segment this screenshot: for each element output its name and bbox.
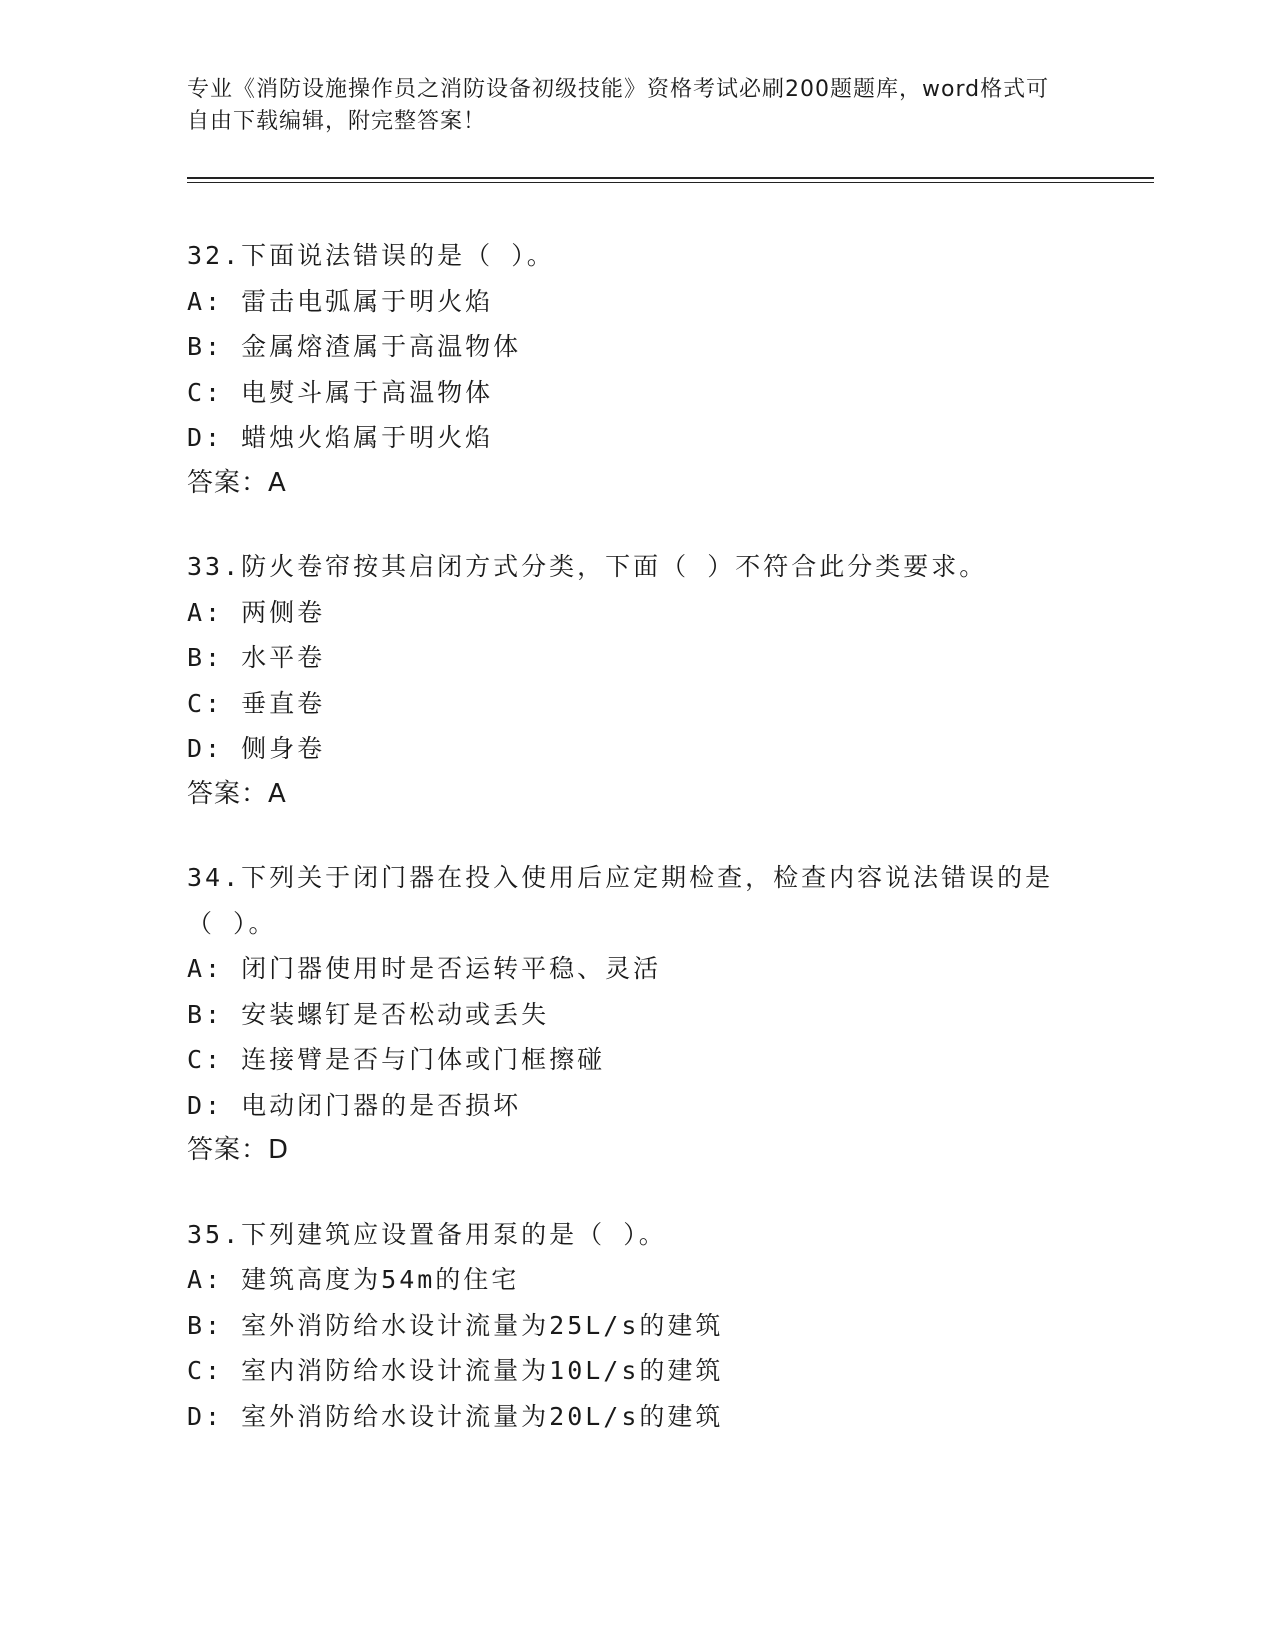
answer: 答案：D bbox=[187, 1135, 290, 1165]
option-a: A: 两侧卷 bbox=[187, 597, 326, 627]
option-d: D: 侧身卷 bbox=[187, 734, 326, 763]
question-stem: 32.下面说法错误的是（ ）。 bbox=[187, 241, 555, 270]
question-34 bbox=[187, 855, 1107, 1174]
option-c: C: 连接臂是否与门体或门框擦碰 bbox=[187, 1045, 606, 1074]
option-d: D: 蜡烛火焰属于明火焰 bbox=[187, 423, 494, 452]
option-b: B: 水平卷 bbox=[187, 643, 326, 672]
document-header: 专业《消防设施操作员之消防设备初级技能》资格考试必刷200题题库，word格式可自由下载编辑，附完整答案！ bbox=[187, 77, 1050, 134]
question-33 bbox=[187, 544, 1107, 817]
header-divider-thick bbox=[187, 177, 1154, 179]
option-a: A: 雷击电弧属于明火焰 bbox=[187, 286, 494, 316]
option-c: C: 垂直卷 bbox=[187, 688, 326, 718]
question-stem: 33.防火卷帘按其启闭方式分类，下面（ ）不符合此分类要求。 bbox=[187, 552, 988, 581]
option-d: D: 电动闭门器的是否损坏 bbox=[187, 1090, 522, 1120]
option-b: B: 室外消防给水设计流量为25L/s的建筑 bbox=[187, 1310, 724, 1340]
question-32 bbox=[187, 233, 1107, 506]
option-a: A: 建筑高度为54m的住宅 bbox=[187, 1265, 520, 1294]
option-d: D: 室外消防给水设计流量为20L/s的建筑 bbox=[187, 1401, 724, 1431]
question-stem: 34.下列关于闭门器在投入使用后应定期检查，检查内容说法错误的是（ ）。 bbox=[187, 863, 1054, 938]
question-stem: 35.下列建筑应设置备用泵的是（ ）。 bbox=[187, 1219, 667, 1249]
answer: 答案：A bbox=[187, 778, 287, 809]
option-c: C: 电熨斗属于高温物体 bbox=[187, 377, 494, 407]
question-35 bbox=[187, 1212, 1107, 1440]
option-c: C: 室内消防给水设计流量为10L/s的建筑 bbox=[187, 1356, 724, 1385]
option-a: A: 闭门器使用时是否运转平稳、灵活 bbox=[187, 954, 662, 983]
option-b: B: 安装螺钉是否松动或丢失 bbox=[187, 999, 550, 1029]
option-b: B: 金属熔渣属于高温物体 bbox=[187, 332, 522, 361]
question-list bbox=[187, 233, 1107, 1477]
answer: 答案：A bbox=[187, 467, 287, 498]
header-divider-thin bbox=[187, 182, 1154, 183]
